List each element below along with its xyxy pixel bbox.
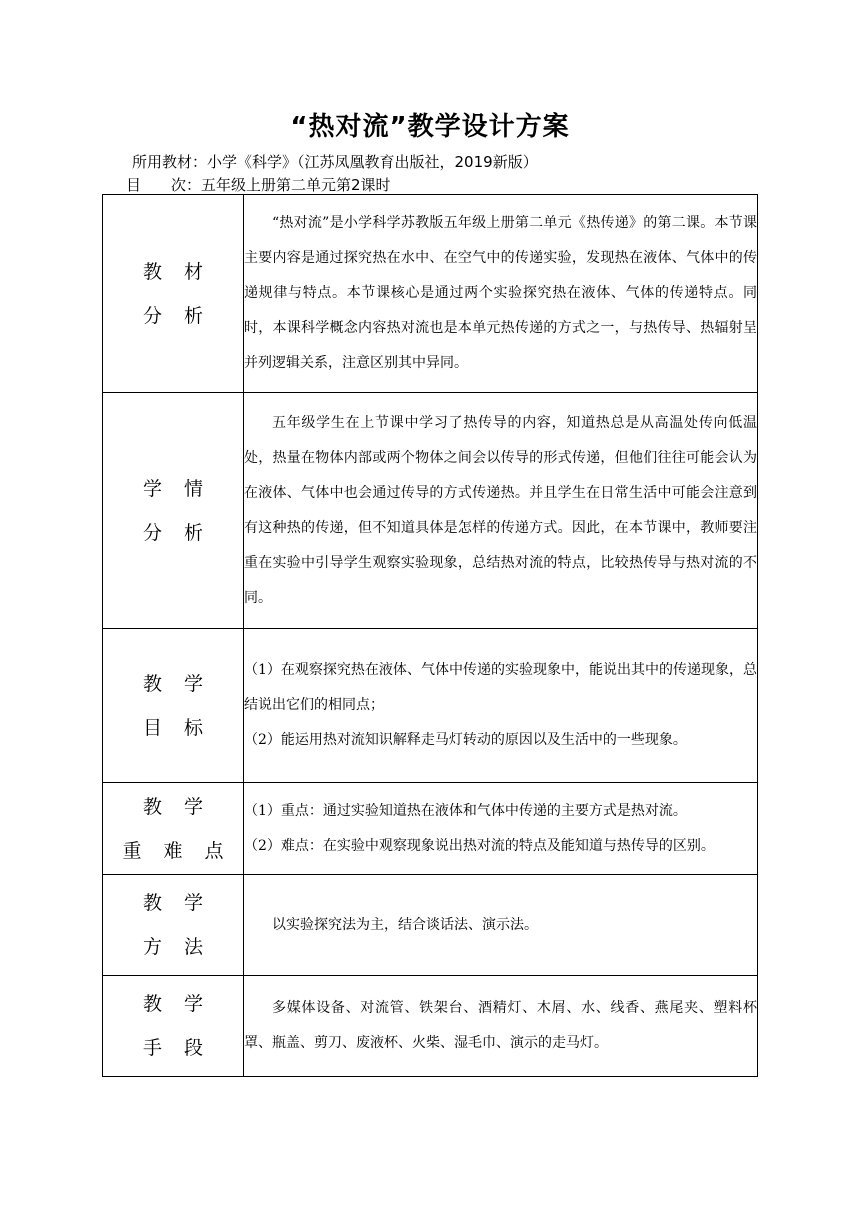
table-row	[103, 629, 758, 783]
section-heading	[103, 976, 244, 1077]
section-content	[244, 976, 758, 1077]
page-title: “热对流”教学设计方案	[290, 112, 570, 142]
paragraph: （1）重点：通过实验知道热在液体和气体中传递的主要方式是热对流。	[244, 802, 687, 819]
heading-line: 教 学	[142, 993, 212, 1015]
lesson-plan-table	[102, 194, 758, 1077]
heading-line: 教 学	[142, 795, 212, 818]
table-row	[103, 393, 758, 629]
heading-line: 教 学	[142, 672, 212, 695]
paragraph: 五年级学生在上节课中学习了热传导的内容，知道热总是从高温处传向低温处，热量在物体内部或两个物体之间会以传导的形式传递，但他们往往可能会认为在液体、气体中也会通过传导的方式传递热。并且学生在日常生活中可能会注意到有这种热的传递，但不知道具体是怎样的传递方式。因此，在本节课中，教师要注重在实验中引导学生观察实验现象，总结热对流的特点，比较热传导与热对流的不同。	[244, 414, 757, 606]
table-row	[103, 976, 758, 1077]
section-heading	[103, 875, 244, 976]
textbook-line	[132, 151, 538, 172]
table-row	[103, 783, 758, 875]
heading-line: 手 段	[142, 1037, 212, 1059]
heading-line: 分 析	[142, 521, 212, 544]
heading-line: 教 学	[142, 892, 212, 914]
heading-line: 分 析	[142, 304, 212, 327]
section-heading	[103, 393, 244, 629]
section-heading	[103, 783, 244, 875]
paragraph: （2）能运用热对流知识解释走马灯转动的原因以及生活中的一些现象。	[244, 732, 687, 748]
catalog-label: 目 次：	[126, 176, 202, 194]
table-row	[103, 875, 758, 976]
heading-line: 重 难 点	[122, 839, 232, 862]
textbook-value: 小学《科学》（江苏凤凰教育出版社，2019新版）	[207, 153, 538, 171]
heading-line: 学 情	[142, 477, 212, 500]
paragraph: 以实验探究法为主，结合谈话法、演示法。	[272, 916, 538, 933]
table-row	[103, 195, 758, 393]
catalog-value: 五年级上册第二单元第2课时	[201, 176, 391, 194]
section-content	[244, 783, 758, 875]
section-heading	[103, 195, 244, 393]
section-content	[244, 629, 758, 783]
section-content	[244, 393, 758, 629]
section-content	[244, 195, 758, 393]
textbook-label: 所用教材：	[132, 153, 208, 171]
section-heading	[103, 629, 244, 783]
heading-line: 教 材	[142, 260, 212, 283]
paragraph: （1）在观察探究热在液体、气体中传递的实验现象中，能说出其中的传递现象，总结说出它们的相同点；	[244, 662, 757, 713]
catalog-line	[126, 174, 391, 195]
section-content	[244, 875, 758, 976]
paragraph: 多媒体设备、对流管、铁架台、酒精灯、木屑、水、线香、燕尾夹、塑料杯罩、瓶盖、剪刀、废液杯、火柴、湿毛巾、演示的走马灯。	[244, 1000, 757, 1051]
heading-line: 方 法	[142, 936, 212, 958]
heading-line: 目 标	[142, 716, 212, 739]
paragraph: “热对流”是小学科学苏教版五年级上册第二单元《热传递》的第二课。本节课主要内容是通过探究热在水中、在空气中的传递实验，发现热在液体、气体中的传递规律与特点。本节课核心是通过两个实验探究热在液体、气体的传递特点。同时，本课科学概念内容热对流也是本单元热传递的方式之一，与热传导、热辐射呈并列逻辑关系，注意区别其中异同。	[244, 215, 757, 371]
paragraph: （2）难点：在实验中观察现象说出热对流的特点及能知道与热传导的区别。	[244, 837, 715, 854]
